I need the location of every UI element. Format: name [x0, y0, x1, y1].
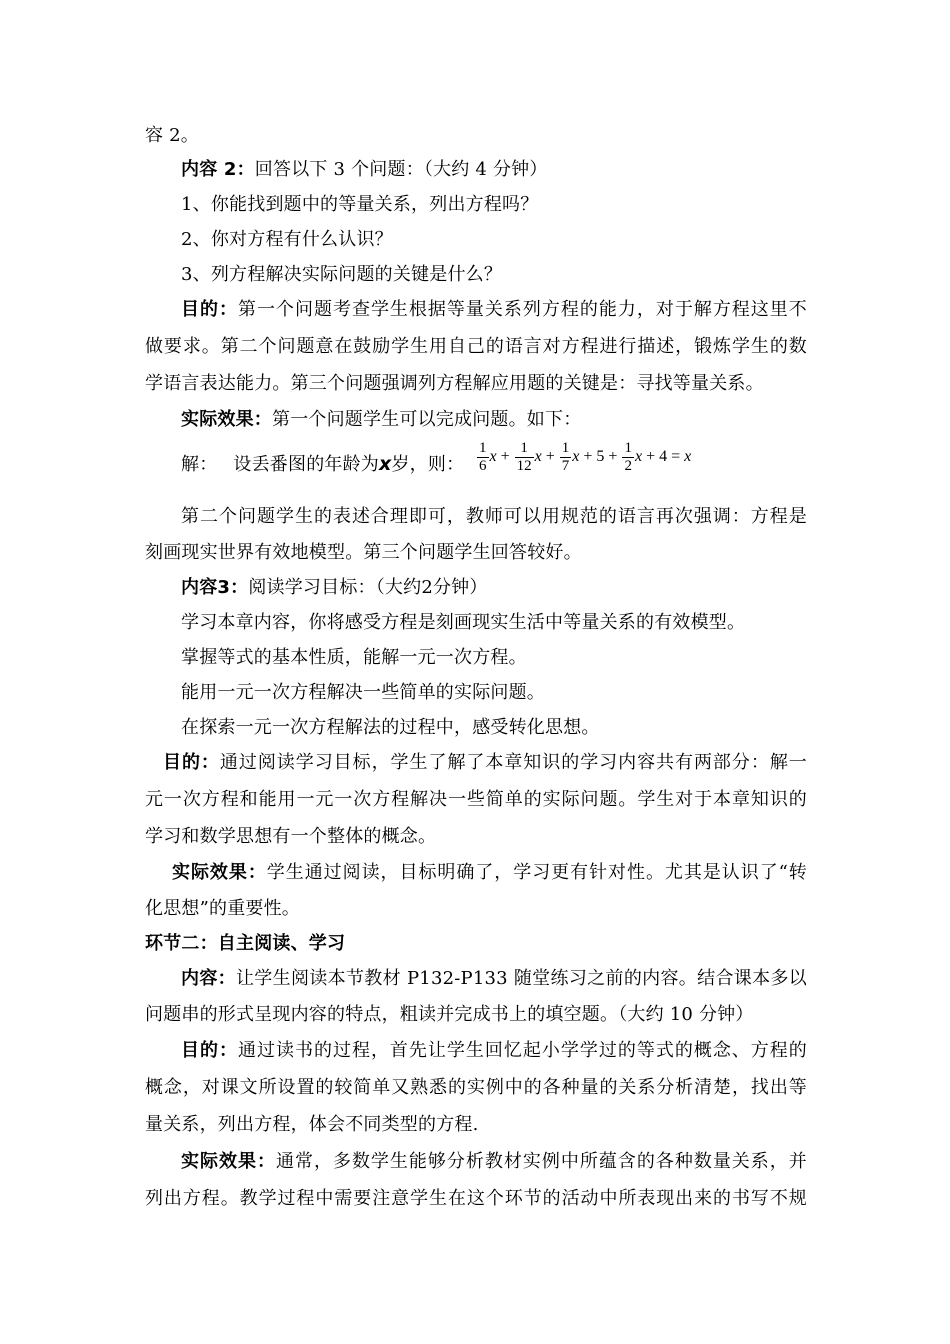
- text: 回答以下 3 个问题：（大约 4 分钟）: [254, 159, 548, 180]
- paragraph-line: [145, 124, 199, 148]
- operator: +: [500, 448, 510, 466]
- bold-label: 实际效果：: [172, 862, 267, 883]
- text: 元一次方程和能用一元一次方程解决一些简单的实际问题。学生对于本章知识的: [145, 789, 807, 810]
- text: 通过读书的过程，首先让学生回忆起小学学过的等式的概念、方程的: [237, 1040, 807, 1061]
- section-heading: [145, 932, 345, 956]
- text: 概念，对课文所设置的较简单又熟悉的实例中的各种量的关系分析清楚，找出等: [145, 1077, 807, 1098]
- text: 容 2。: [145, 125, 199, 146]
- paragraph-line: [145, 541, 582, 565]
- paragraph-line: [145, 1003, 754, 1027]
- text: 设丢番图的年龄为: [233, 454, 380, 475]
- paragraph-line: [145, 1113, 479, 1137]
- question-3: [181, 263, 502, 287]
- paragraph-line: [145, 897, 300, 921]
- bold-label: 实际效果：: [181, 1151, 276, 1172]
- text: 通常，多数学生能够分析教材实例中所蕴含的各种数量关系，并: [275, 1151, 807, 1172]
- text: 刻画现实世界有效地模型。第三个问题学生回答较好。: [145, 542, 582, 563]
- paragraph-line: [145, 335, 807, 359]
- effect-line: [181, 1150, 807, 1174]
- text: 问题串的形式呈现内容的特点，粗读并完成书上的填空题。（大约 10 分钟）: [145, 1004, 754, 1025]
- paragraph-line: [145, 1187, 807, 1211]
- operator: =: [671, 448, 681, 466]
- text: 通过阅读学习目标，学生了解了本章知识的学习内容共有两部分：解一: [219, 752, 807, 773]
- text: 环节二：自主阅读、学习: [145, 933, 346, 954]
- text: 列出方程。教学过程中需要注意学生在这个环节的活动中所表现出来的书写不规: [145, 1188, 807, 1209]
- text: 学生通过阅读，目标明确了，学习更有针对性。尤其是认识了“转: [266, 862, 808, 883]
- text: 在探索一元一次方程解法的过程中，感受转化思想。: [181, 717, 600, 738]
- paragraph-line: [145, 788, 807, 812]
- variable: x: [634, 448, 643, 466]
- paragraph-line: [181, 505, 807, 529]
- variable: x: [379, 453, 392, 475]
- constant: 4: [659, 448, 668, 466]
- bold-label: 实际效果：: [181, 409, 272, 430]
- fraction: $\frac{1}{12}$: [516, 440, 532, 474]
- variable: x: [684, 448, 692, 466]
- operator: +: [608, 448, 618, 466]
- text: 1、你能找到题中的等量关系，列出方程吗？: [181, 194, 539, 215]
- paragraph-line: [145, 825, 436, 849]
- purpose-line: [181, 1039, 807, 1063]
- question-2: [181, 228, 393, 252]
- text: 第二个问题学生的表述合理即可，教师可以用规范的语言再次强调：方程是: [181, 506, 807, 527]
- text: 第一个问题考查学生根据等量关系列方程的能力，对于解方程这里不: [237, 299, 807, 320]
- operator: +: [646, 448, 656, 466]
- bold-label: 内容3：: [181, 577, 249, 598]
- goal-item: [181, 716, 600, 740]
- bold-label: 目的：: [181, 1040, 238, 1061]
- goal-item: [181, 611, 745, 635]
- goal-item: [181, 681, 545, 705]
- text: 解：: [181, 454, 218, 475]
- text: 2、你对方程有什么认识？: [181, 229, 393, 250]
- content-3-heading: [181, 576, 488, 600]
- text: 让学生阅读本节教材 P132-P133 随堂练习之前的内容。结合课本多以: [235, 968, 807, 989]
- operator: +: [583, 448, 593, 466]
- effect-line: [181, 408, 581, 432]
- operator: +: [545, 448, 555, 466]
- text: 化思想”的重要性。: [145, 898, 301, 919]
- text: 量关系，列出方程，体会不同类型的方程.: [145, 1114, 479, 1135]
- variable: x: [489, 448, 497, 466]
- question-1: [181, 193, 538, 217]
- text: 能用一元一次方程解决一些简单的实际问题。: [181, 682, 545, 703]
- bold-label: 目的：: [181, 299, 238, 320]
- purpose-line: [181, 298, 807, 322]
- content-line: [181, 967, 807, 991]
- text: 学语言表达能力。第三个问题强调列方程解应用题的关键是：寻找等量关系。: [145, 373, 764, 394]
- text: 第一个问题学生可以完成问题。如下：: [272, 409, 582, 430]
- equation: [476, 440, 691, 475]
- bold-label: 内容：: [181, 968, 236, 989]
- purpose-line: [163, 751, 807, 775]
- text: 学习和数学思想有一个整体的概念。: [145, 826, 437, 847]
- bold-label: 内容 2：: [181, 159, 255, 180]
- constant: 5: [596, 448, 605, 466]
- bold-label: 目的：: [163, 752, 220, 773]
- text: 掌握等式的基本性质，能解一元一次方程。: [181, 647, 527, 668]
- text: 学习本章内容，你将感受方程是刻画现实生活中等量关系的有效模型。: [181, 612, 746, 633]
- variable: x: [572, 448, 580, 466]
- text: 3、列方程解决实际问题的关键是什么？: [181, 264, 503, 285]
- text: 岁，则：: [391, 454, 465, 475]
- paragraph-line: [145, 372, 764, 396]
- goal-item: [181, 646, 527, 670]
- fraction: $\frac{1}{2}$: [624, 440, 632, 474]
- fraction: $\frac{1}{7}$: [561, 440, 570, 474]
- effect-line: [172, 861, 807, 885]
- content-2-heading: [181, 158, 548, 182]
- paragraph-line: [145, 1076, 807, 1100]
- text: 阅读学习目标：（大约2分钟）: [248, 577, 488, 598]
- text: 做要求。第二个问题意在鼓励学生用自己的语言对方程进行描述，锻炼学生的数: [145, 336, 807, 357]
- variable: x: [534, 448, 542, 466]
- solution-line: [181, 452, 464, 477]
- fraction: $\frac{1}{6}$: [479, 440, 487, 474]
